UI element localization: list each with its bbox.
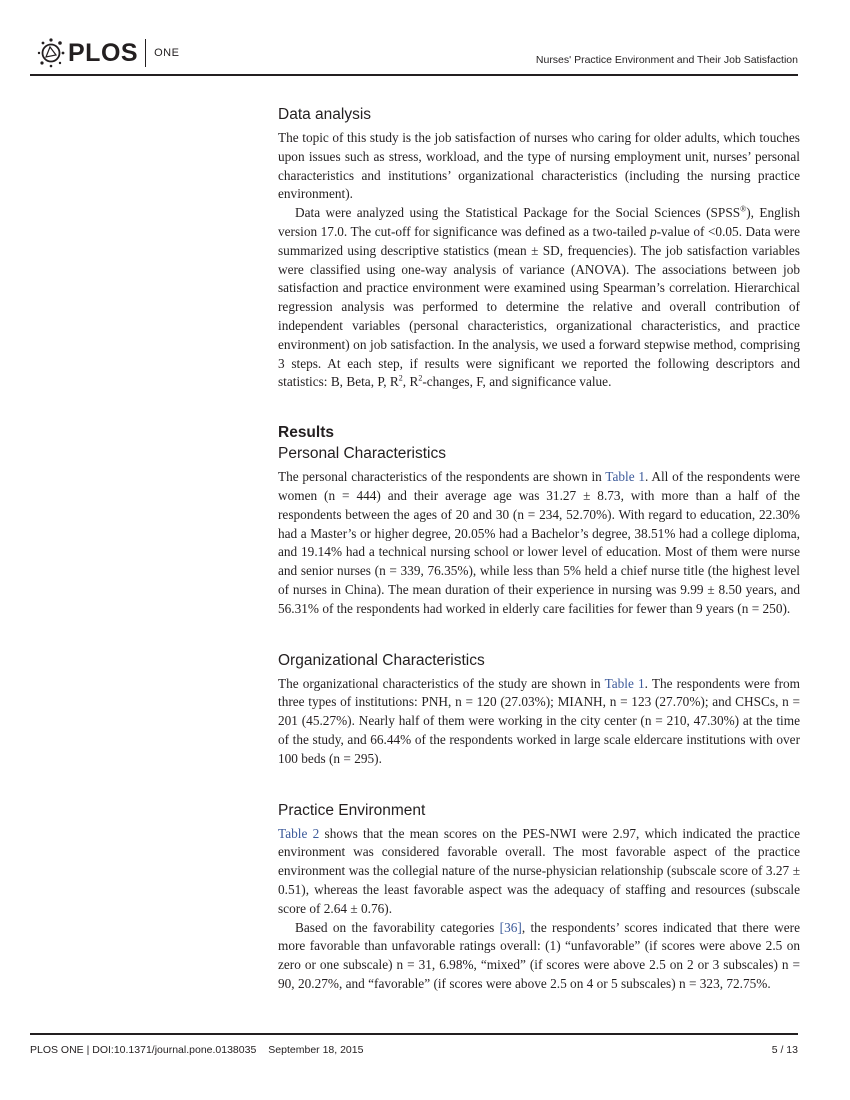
text-run: , the respondents’ scores indicated that there were more favorable than unfavorable ratings overall: (1) “unfavorable” (if scores were above 2.5 on zero or one subscale) n = 31, 6.98%, “mixed” (if scores were above 2.5 on 2 or 3 subscales) n = 90, 20.27%, and “favorable” (if scores were above 2.5 on 4 or 5 subscales) n = 323, 72.75%. <box>278 919 801 991</box>
page-header <box>22 34 798 70</box>
section-heading-practice: Practice Environment <box>278 801 426 819</box>
page-number: 5 / 13 <box>771 1044 798 1056</box>
publication-date: September 18, 2015 <box>268 1044 364 1056</box>
article-body <box>278 104 800 994</box>
reference-36-link[interactable]: [36] <box>499 919 522 935</box>
text-run: . All of the respondents were women (n = 444) and their average age was 31.27 ± 8.73, with more than a half of the respondents between the ages of 20 and 30 (n = 234, 52.70%). With regard to education, 22.30% had a Master’s or higher degree, 20.05% had a Bachelor’s degree, 38.51% had a college diploma, and 19.14% had a technical nursing school or lower level of education. Most of them were nurse and senior nurses (n = 339, 76.35%), while less than 5% held a chief nurse title (the highest level of nurses in China). The mean duration of their experience in nursing was 9.99 ± 8.50 years, and 56.31% of the respondents had worked in elderly care facilities for fewer than 9 years (n = 250). <box>278 469 800 616</box>
text-run: , R <box>402 374 419 390</box>
text-run: The personal characteristics of the respondents are shown in <box>278 469 606 485</box>
paragraph-practice-1 <box>278 825 800 919</box>
paragraph-personal <box>278 468 800 618</box>
plos-one-logo <box>36 36 179 70</box>
running-title: Nurses' Practice Environment and Their Job Satisfaction <box>535 54 798 66</box>
plos-logo-icon <box>36 37 66 69</box>
logo-subtext: ONE <box>154 47 180 59</box>
text-run: ), English version 17.0. The cut-off for significance was defined as a two-tailed <box>278 205 800 239</box>
paragraph-organizational <box>278 675 800 769</box>
text-run: Data were analyzed using the Statistical Package for the Social Sciences (SPSS <box>295 205 741 221</box>
text-run: -value of <0.05. Data were summarized using descriptive statistics (mean ± SD, frequencies). The job satisfaction variables were classified using one-way analysis of variance (ANOVA). The associations between job satisfaction and practice environment were examined using Spearman’s correlation. Hierarchical regression analysis was performed to determine the relative and overall contribution of independent variables (personal characteristics, organizational characteristics, and practice environment) on job satisfaction. In the analysis, we used a forward stepwise method, comprising 3 steps. At each step, if results were significant we reported the following descriptors and statistics: B, Beta, P, R <box>278 223 800 390</box>
text-run: shows that the mean scores on the PES-NWI were 2.97, which indicated the practice environment was considered favorable overall. The most favorable aspect of the practice environment was the collegial nature of the nurse-physician relationship (subscale score of 3.27 ± 0.51), whereas the least favorable aspect was the adequacy of staffing and resources (subscale score of 2.64 ± 0.76). <box>278 825 800 916</box>
logo-text: PLOS <box>68 38 139 67</box>
text-run: Based on the favorability categories <box>295 919 500 935</box>
footer-citation <box>30 1044 363 1056</box>
footer-rule <box>30 1033 798 1035</box>
text-run: -changes, F, and significance value. <box>422 374 612 390</box>
paragraph-practice-2 <box>278 919 800 994</box>
section-heading-personal: Personal Characteristics <box>278 445 446 463</box>
section-heading-organizational: Organizational Characteristics <box>278 651 485 669</box>
text-run: . The respondents were from three types of institutions: PNH, n = 120 (27.03%); MIANH, n = 123 (27.70%); and CHSCs, n = 201 (45.27%). Nearly half of them were working in the city center (n = 210, 47.30%) at the time of the study, and 66.44% of the respondents worked in large scale eldercare institutions with over 100 beds (n = 295). <box>278 675 800 766</box>
superscript-2: 2 <box>418 373 423 383</box>
section-heading-data-analysis: Data analysis <box>278 106 372 123</box>
table-1-link[interactable]: Table 1 <box>604 675 645 691</box>
registered-mark: ® <box>740 204 747 214</box>
section-heading-results: Results <box>278 424 334 442</box>
superscript-2: 2 <box>398 373 403 383</box>
text-run: The organizational characteristics of the study are shown in <box>278 675 605 691</box>
table-2-link[interactable]: Table 2 <box>278 825 320 841</box>
header-rule <box>30 74 798 76</box>
table-1-link[interactable]: Table 1 <box>605 469 646 485</box>
p-value-italic: p <box>649 223 657 239</box>
doi-text: PLOS ONE | DOI:10.1371/journal.pone.0138035 <box>30 1044 257 1056</box>
paragraph-data-analysis-1: The topic of this study is the job satisfaction of nurses who caring for older adults, which touches upon issues such as stress, workload, and the type of nursing employment unit, nurses’ personal characteristics and institutions’ organizational characteristics (including the nursing practice environment). <box>278 130 800 202</box>
logo-divider <box>145 39 146 67</box>
paragraph-data-analysis-2 <box>278 204 800 392</box>
